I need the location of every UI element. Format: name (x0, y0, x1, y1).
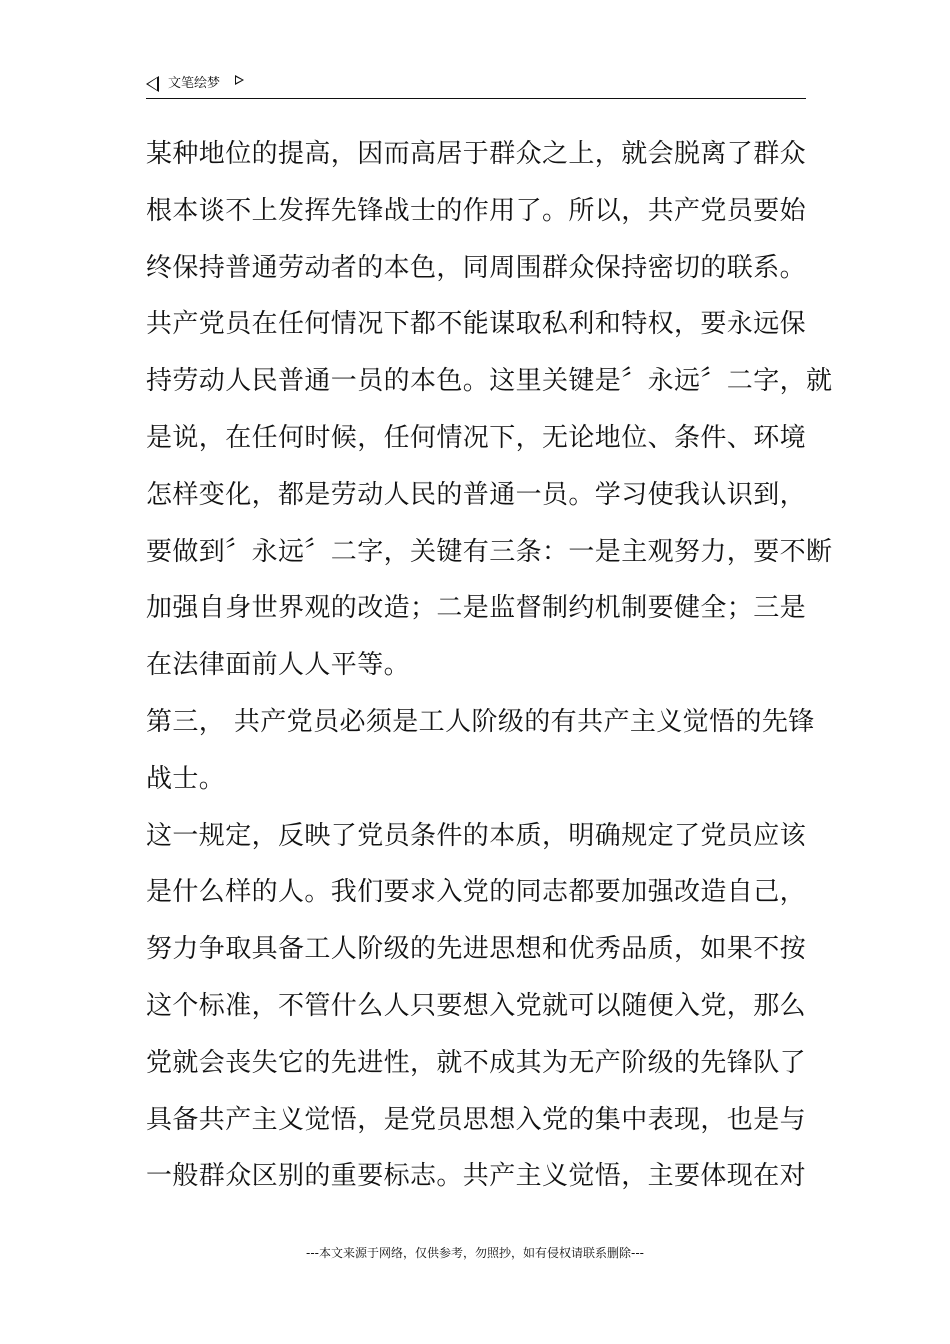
text-line: 这个标准，不管什么人只要想入党就可以随便入党，那么 (146, 990, 807, 1021)
text-line: 根本谈不上发挥先锋战士的作用了。所以，共产党员要始 (146, 195, 807, 226)
text-line: 是什么样的人。我们要求入党的同志都要加强改造自己， (146, 877, 807, 908)
text-line: 共产党员在任何情况下都不能谋取私利和特权，要永远保 (146, 309, 807, 340)
text-line: 战士。 (146, 763, 226, 794)
text-line: 努力争取具备工人阶级的先进思想和优秀品质，如果不按 (146, 934, 807, 965)
text-line: 是说，在任何时候，任何情况下，无论地位、条件、环境 (146, 422, 807, 453)
text-line: 怎样变化，都是劳动人民的普通一员。学习使我认识到， (146, 479, 807, 510)
text-line: 终保持普通劳动者的本色，同周围群众保持密切的联系。 (146, 252, 807, 283)
text-line: 某种地位的提高，因而高居于群众之上，就会脱离了群众 (146, 139, 807, 169)
text-line: 在法律面前人人平等。 (146, 650, 411, 681)
text-line: 加强自身世界观的改造；二是监督制约机制要健全；三是 (146, 593, 807, 624)
right-triangle-icon (235, 75, 244, 85)
page-header (146, 74, 806, 99)
text-line: 党就会丧失它的先进性，就不成其为无产阶级的先锋队了 (146, 1047, 807, 1078)
header-title: 文笔绘梦 (168, 76, 221, 91)
left-triangle-icon (146, 76, 159, 92)
page-footer: ---本文来源于网络，仅供参考，勿照抄，如有侵权请联系删除--- (306, 1246, 644, 1260)
document-body (146, 126, 833, 1205)
text-line: 要做到〞永远〞二字，关键有三条：一是主观努力，要不断 (146, 536, 833, 567)
text-line: 第三， 共产党员必须是工人阶级的有共产主义觉悟的先锋 (146, 706, 815, 737)
text-line: 这一规定，反映了党员条件的本质，明确规定了党员应该 (146, 820, 807, 851)
text-line: 持劳动人民普通一员的本色。这里关键是〞永远〞二字，就 (146, 366, 833, 397)
text-line: 具备共产主义觉悟，是党员思想入党的集中表现，也是与 (146, 1104, 807, 1135)
text-line: 一般群众区别的重要标志。共产主义觉悟，主要体现在对 (146, 1161, 807, 1192)
